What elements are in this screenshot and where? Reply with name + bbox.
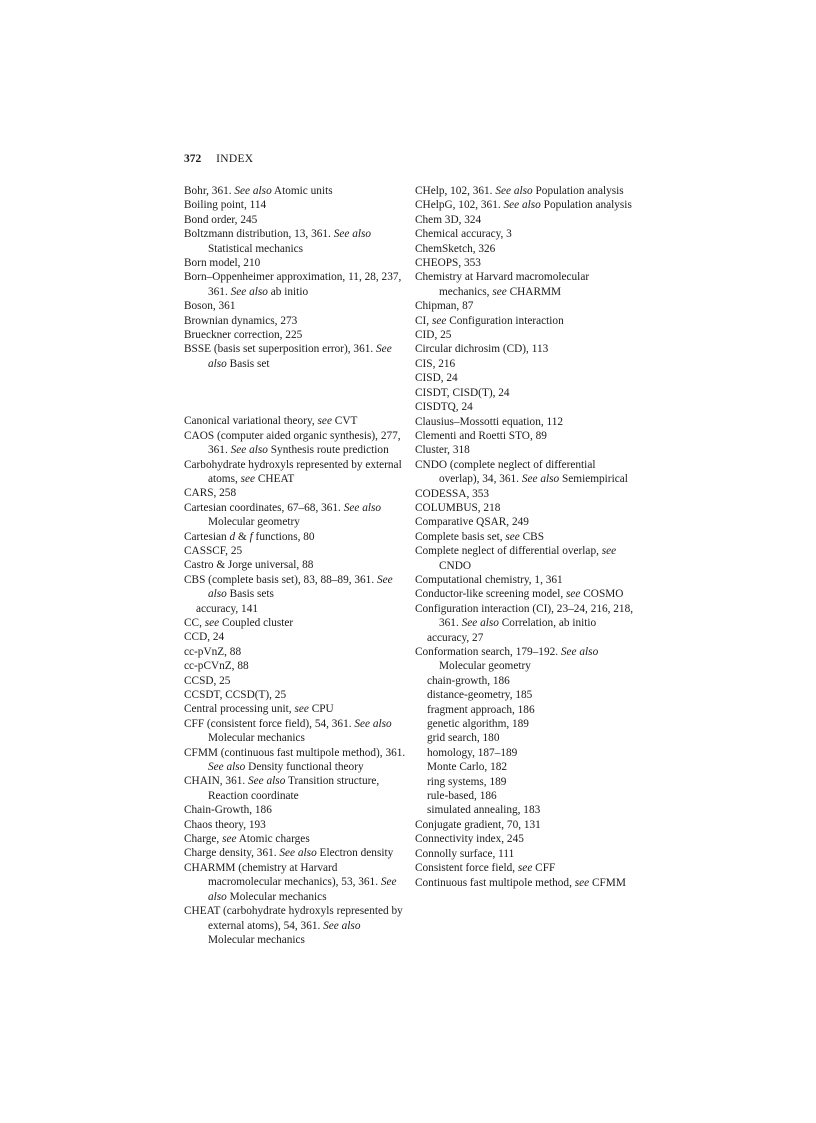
index-entry: Boson, 361: [184, 300, 236, 313]
index-entry: Chaos theory, 193: [184, 818, 266, 831]
index-entry: Chem 3D, 324: [415, 213, 482, 226]
index-entry: CHEAT (carbohydrate hydroxyls represented by external atoms), 54, 361. See also Molecular mechanics: [184, 905, 403, 946]
index-entry: Conjugate gradient, 70, 131: [415, 818, 541, 831]
index-column-right: [415, 184, 635, 890]
index-entry: Complete basis set, see CBS: [415, 530, 544, 543]
running-title: INDEX: [216, 153, 254, 165]
index-entry: CBS (complete basis set), 83, 88–89, 361. See also Basis sets: [184, 573, 393, 601]
index-entry: Clementi and Roetti STO, 89: [415, 429, 547, 442]
index-subentry: ring systems, 189: [427, 775, 507, 788]
index-subentry: accuracy, 141: [196, 602, 258, 615]
index-entry: CFMM (continuous fast multipole method), 361. See also Density functional theory: [184, 746, 406, 774]
index-entry: Boiling point, 114: [184, 199, 267, 212]
index-entry: Connolly surface, 111: [415, 847, 515, 860]
index-entry: Canonical variational theory, see CVT: [184, 415, 358, 428]
index-subentry: distance-geometry, 185: [427, 689, 533, 702]
index-entry: CISDTQ, 24: [415, 401, 473, 414]
index-entry: CASSCF, 25: [184, 544, 243, 557]
index-subentry: chain-growth, 186: [427, 674, 510, 687]
index-entry: Continuous fast multipole method, see CFMM: [415, 876, 626, 889]
index-entry: CC, see Coupled cluster: [184, 616, 294, 629]
index-entry: CISD, 24: [415, 372, 458, 385]
index-entry: Chipman, 87: [415, 300, 474, 313]
index-entry: CHelpG, 102, 361. See also Population analysis: [415, 199, 632, 212]
index-entry: Connectivity index, 245: [415, 833, 524, 846]
index-entry: Conductor-like screening model, see COSMO: [415, 588, 624, 601]
index-entry: CHEOPS, 353: [415, 257, 481, 270]
index-entry: Born–Oppenheimer approximation, 11, 28, 237, 361. See also ab initio: [184, 271, 402, 298]
index-subentry: homology, 187–189: [427, 746, 518, 759]
index-entry: Cartesian d & f functions, 80: [184, 530, 315, 543]
index-entry: CNDO (complete neglect of differential overlap), 34, 361. See also Semiempirical: [415, 458, 628, 486]
index-entry: Cartesian coordinates, 67–68, 361. See also Molecular geometry: [184, 501, 382, 529]
index-subentry: fragment approach, 186: [427, 703, 535, 716]
index-entry: Bond order, 245: [184, 213, 258, 226]
index-subentry: accuracy, 27: [427, 631, 484, 644]
index-entry: Born model, 210: [184, 257, 261, 270]
index-entry: Bohr, 361. See also Atomic units: [184, 185, 333, 197]
index-subentry: grid search, 180: [427, 732, 500, 745]
index-column-left: [184, 184, 408, 947]
index-entry: cc-pVnZ, 88: [184, 645, 242, 658]
index-entry: CISDT, CISD(T), 24: [415, 386, 510, 399]
index-entry: COLUMBUS, 218: [415, 501, 501, 514]
index-entry: CCD, 24: [184, 631, 225, 644]
running-header: [184, 153, 253, 165]
index-entry: Conformation search, 179–192. See also Molecular geometry: [415, 646, 599, 673]
index-entry: Computational chemistry, 1, 361: [415, 573, 563, 586]
index-subentry: rule-based, 186: [427, 790, 497, 803]
index-entry: Consistent force field, see CFF: [415, 862, 556, 875]
index-entry: CHelp, 102, 361. See also Population analysis: [415, 185, 624, 197]
index-entry: CARS, 258: [184, 487, 237, 500]
index-entry: Carbohydrate hydroxyls represented by external atoms, see CHEAT: [184, 458, 402, 485]
index-entry: Chemical accuracy, 3: [415, 228, 512, 241]
index-entry: CIS, 216: [415, 357, 456, 370]
index-entry: Configuration interaction (CI), 23–24, 216, 218, 361. See also Correlation, ab initio: [415, 602, 634, 630]
index-entry: CCSDT, CCSD(T), 25: [184, 689, 287, 701]
index-entry: Charge density, 361. See also Electron density: [184, 847, 394, 860]
index-entry: Boltzmann distribution, 13, 361. See also Statistical mechanics: [184, 228, 372, 255]
index-entry: ChemSketch, 326: [415, 242, 496, 255]
index-entry: cc-pCVnZ, 88: [184, 660, 249, 673]
index-entry: CHARMM (chemistry at Harvard macromolecular mechanics), 53, 361. See also Molecular mechanics: [184, 861, 397, 903]
index-entry: Cluster, 318: [415, 444, 470, 457]
index-entry: Charge, see Atomic charges: [184, 833, 310, 846]
index-entry: Brownian dynamics, 273: [184, 314, 298, 327]
index-subentry: simulated annealing, 183: [427, 804, 541, 817]
index-entry: Castro & Jorge universal, 88: [184, 559, 314, 572]
index-entry: CCSD, 25: [184, 674, 231, 687]
index-entry: Chain-Growth, 186: [184, 804, 272, 817]
index-entry: CI, see Configuration interaction: [415, 314, 564, 327]
index-entry: Clausius–Mossotti equation, 112: [415, 415, 564, 428]
index-entry: CID, 25: [415, 329, 452, 342]
index-entry: Chemistry at Harvard macromolecular mechanics, see CHARMM: [415, 271, 590, 298]
index-subentry: genetic algorithm, 189: [427, 718, 529, 731]
page-number: 372: [184, 153, 202, 165]
index-entry: CODESSA, 353: [415, 487, 490, 500]
index-entry: BSSE (basis set superposition error), 361. See also Basis set: [184, 343, 392, 370]
index-entry: CHAIN, 361. See also Transition structure, Reaction coordinate: [184, 775, 380, 802]
index-entry: Central processing unit, see CPU: [184, 703, 334, 716]
index-entry: CFF (consistent force field), 54, 361. See also Molecular mechanics: [184, 717, 392, 745]
letter-group-gap: [184, 371, 408, 414]
index-entry: Circular dichrosim (CD), 113: [415, 343, 549, 356]
index-subentry: Monte Carlo, 182: [427, 761, 508, 774]
index-entry: Comparative QSAR, 249: [415, 516, 529, 529]
index-entry: Brueckner correction, 225: [184, 329, 303, 342]
index-entry: Complete neglect of differential overlap, see CNDO: [415, 545, 617, 572]
index-entry: CAOS (computer aided organic synthesis), 277, 361. See also Synthesis route prediction: [184, 429, 401, 457]
